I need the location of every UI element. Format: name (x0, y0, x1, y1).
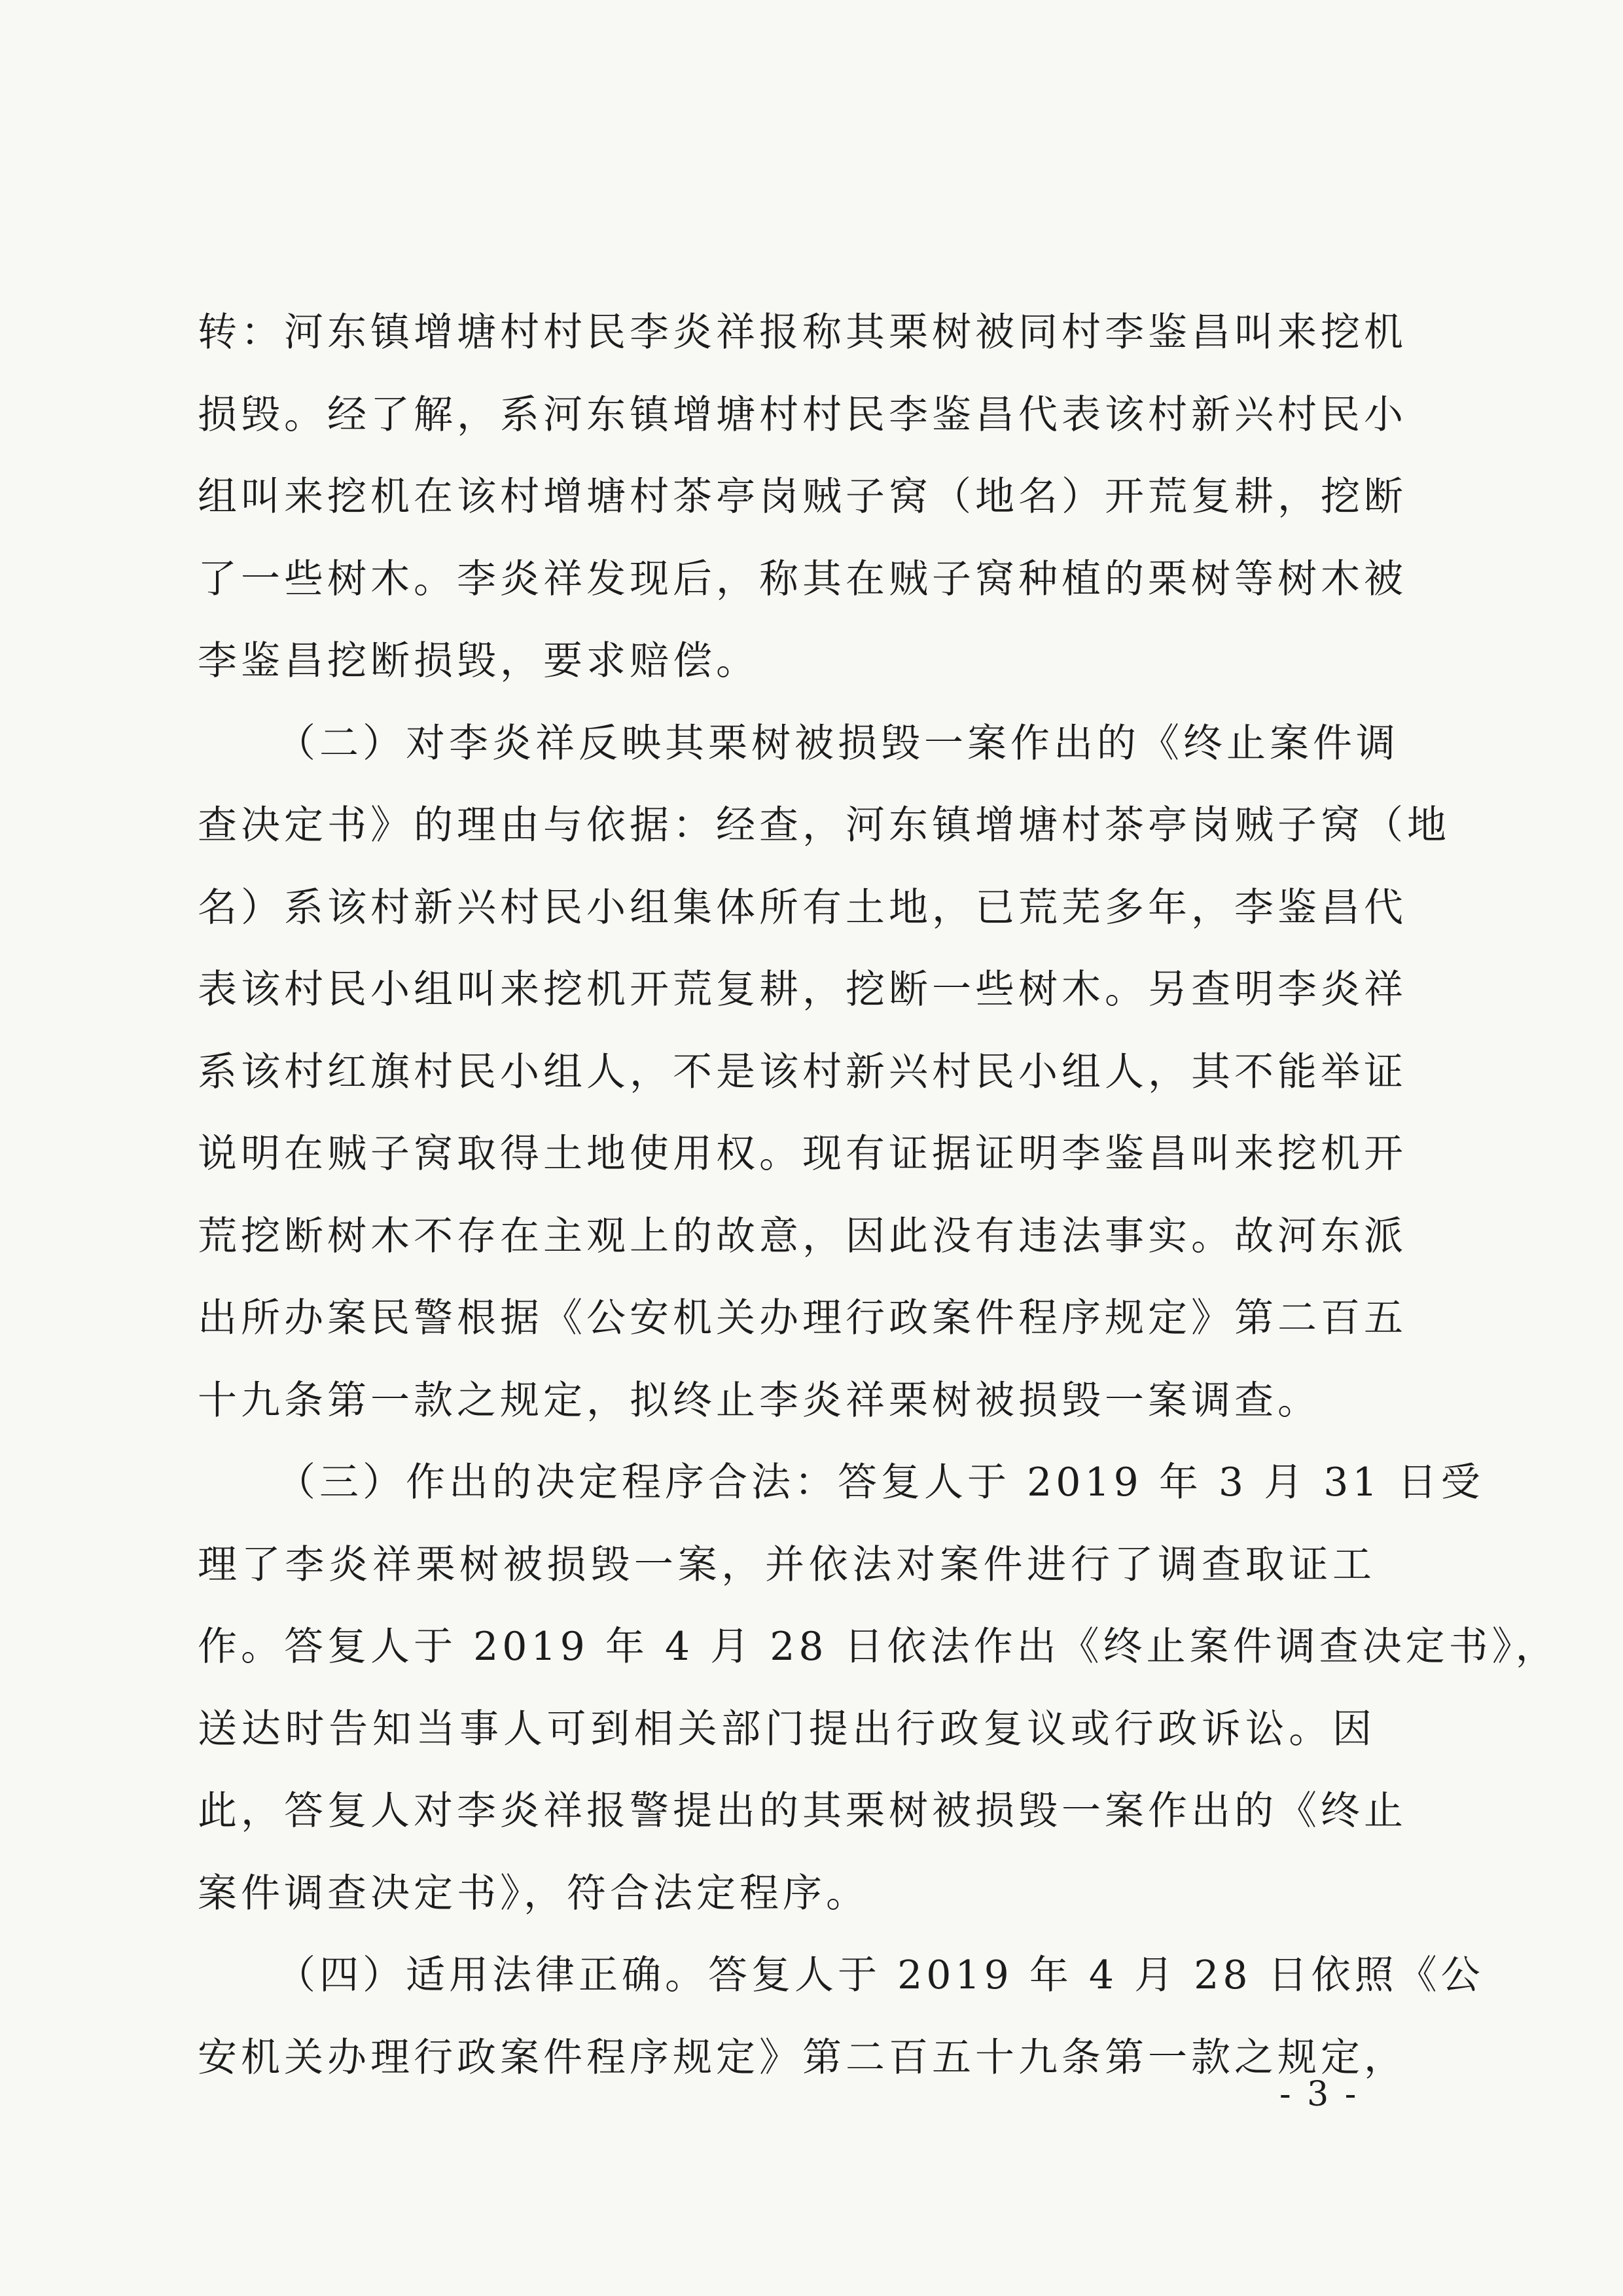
text-line: 转：河东镇增塘村村民李炎祥报称其栗树被同村李鉴昌叫来挖机 (198, 310, 1407, 355)
body-text (198, 292, 1559, 2099)
text-line: 李鉴昌挖断损毁，要求赔偿。 (198, 638, 759, 684)
text-line: 案件调查决定书》，符合法定程序。 (198, 1870, 869, 1916)
text-line: 作。答复人于 2019 年 4 月 28 日依法作出《终止案件调查决定书》， (198, 1624, 1559, 1670)
text-line: 组叫来挖机在该村增塘村茶亭岗贼子窝（地名）开荒复耕，挖断 (198, 474, 1407, 520)
text-line: 理了李炎祥栗树被损毁一案，并依法对案件进行了调查取证工 (198, 1541, 1376, 1588)
text-line: 此，答复人对李炎祥报警提出的其栗树被损毁一案作出的《终止 (198, 1788, 1407, 1834)
text-line: 系该村红旗村民小组人，不是该村新兴村民小组人，其不能举证 (198, 1049, 1407, 1095)
text-line: 荒挖断树木不存在主观上的故意，因此没有违法事实。故河东派 (198, 1213, 1407, 1259)
text-line: （二）对李炎祥反映其栗树被损毁一案作出的《终止案件调 (276, 720, 1399, 766)
text-line: 了一些树木。李炎祥发现后，称其在贼子窝种植的栗树等树木被 (198, 556, 1407, 602)
text-line: 表该村民小组叫来挖机开荒复耕，挖断一些树木。另查明李炎祥 (198, 967, 1407, 1013)
text-line: 损毁。经了解，系河东镇增塘村村民李鉴昌代表该村新兴村民小 (198, 391, 1407, 438)
text-line: 说明在贼子窝取得土地使用权。现有证据证明李鉴昌叫来挖机开 (198, 1131, 1407, 1177)
text-line: 出所办案民警根据《公安机关办理行政案件程序规定》第二百五 (198, 1295, 1407, 1341)
text-line: 安机关办理行政案件程序规定》第二百五十九条第一款之规定， (198, 2034, 1407, 2081)
text-line: 十九条第一款之规定，拟终止李炎祥栗树被损毁一案调查。 (198, 1377, 1321, 1424)
text-line: （三）作出的决定程序合法：答复人于 2019 年 3 月 31 日受 (276, 1460, 1484, 1505)
text-line: 名）系该村新兴村民小组集体所有土地，已荒芜多年，李鉴昌代 (198, 884, 1407, 931)
text-line: （四）适用法律正确。答复人于 2019 年 4 月 28 日依照《公 (276, 1952, 1484, 1998)
page-number: - 3 - (1279, 2075, 1359, 2114)
text-line: 送达时告知当事人可到相关部门提出行政复议或行政诉讼。因 (198, 1706, 1376, 1752)
text-line: 查决定书》的理由与依据：经查，河东镇增塘村茶亭岗贼子窝（地 (198, 802, 1450, 848)
